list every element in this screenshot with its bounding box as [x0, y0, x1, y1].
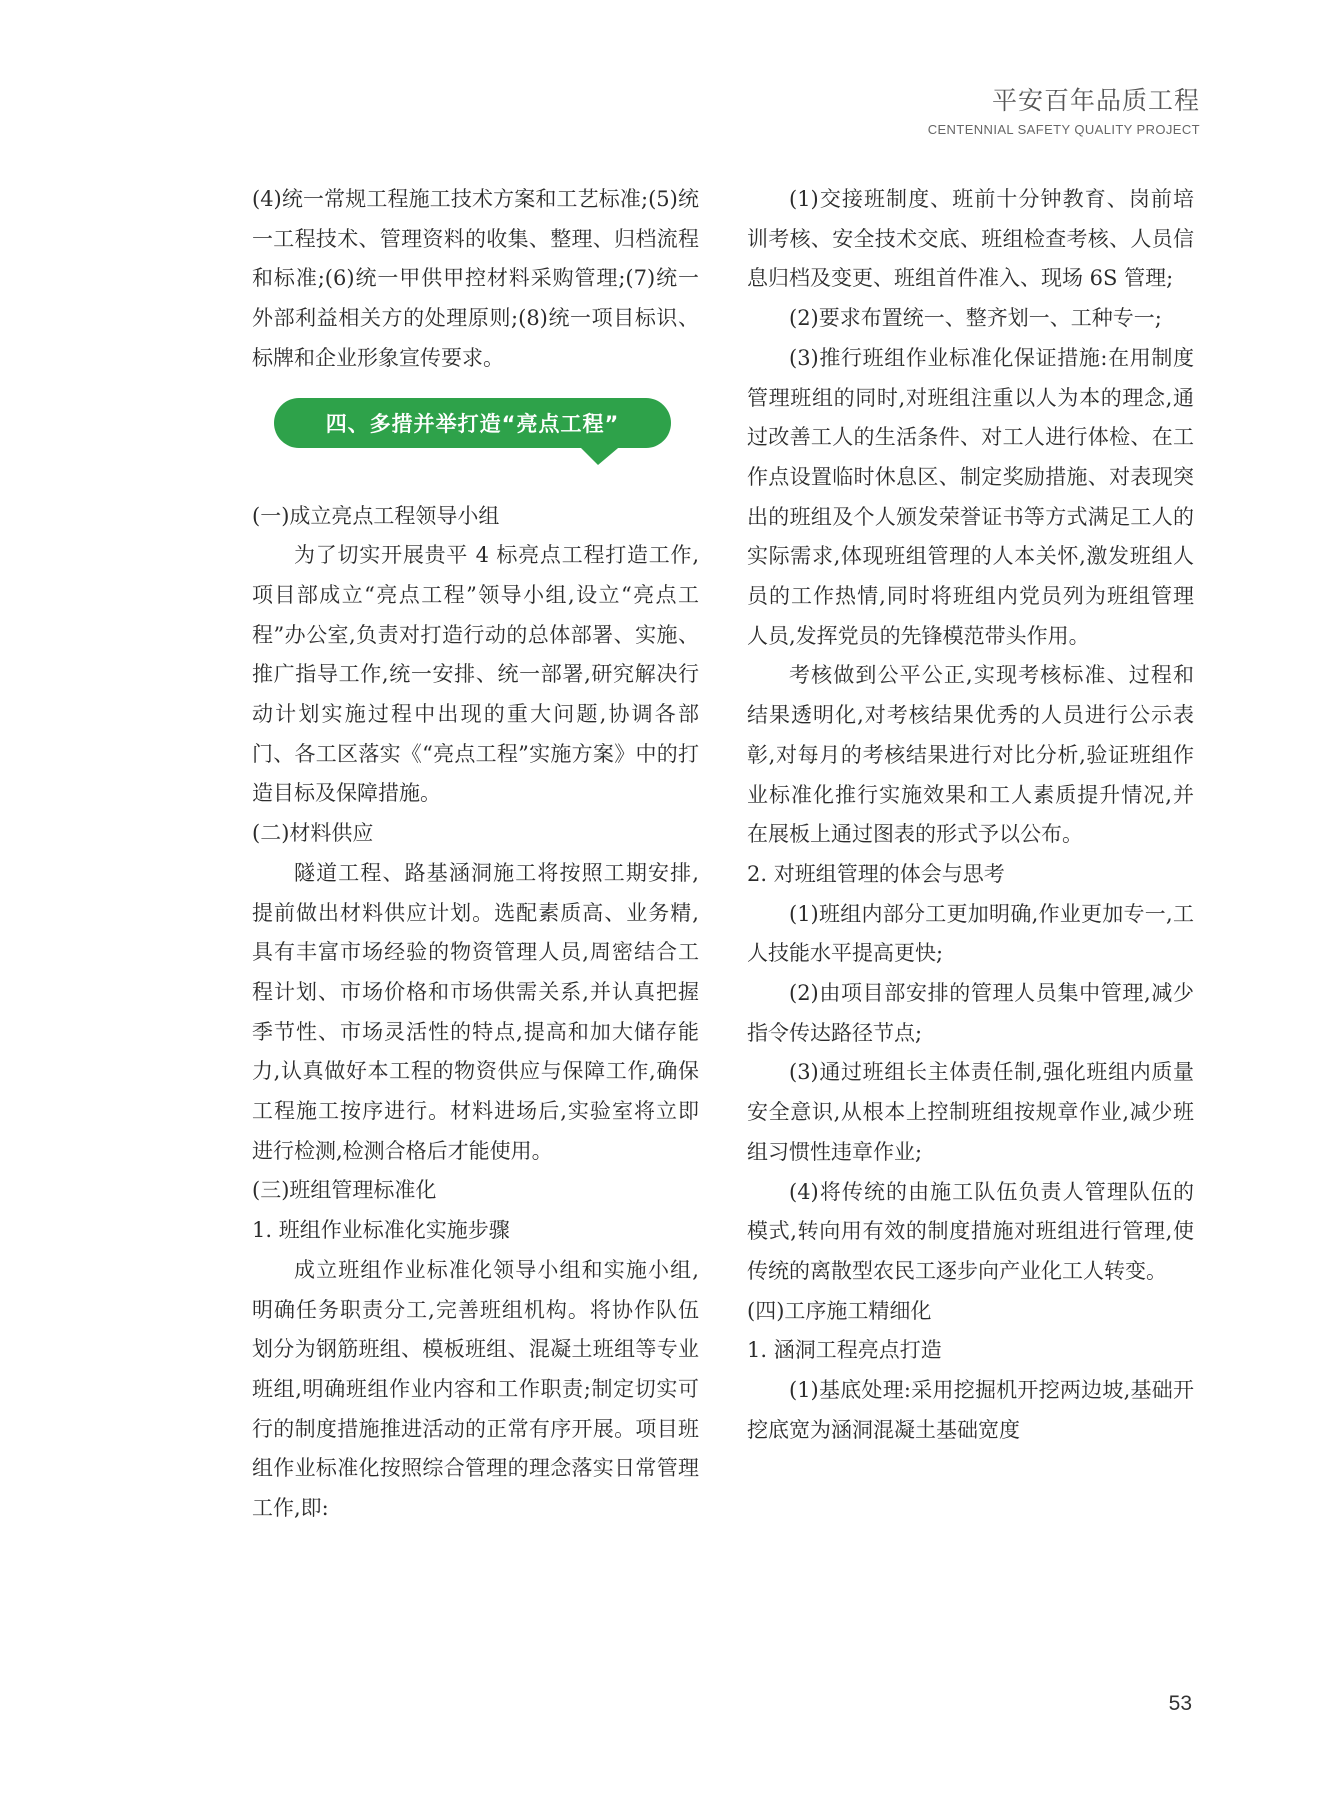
speech-tail-shape — [576, 443, 624, 465]
paragraph: (4)将传统的由施工队伍负责人管理队伍的模式,转向用有效的制度措施对班组进行管理,使传统的离散型农民工逐步向产业化工人转变。 — [747, 1179, 1194, 1283]
subheading: (一)成立亮点工程领导小组 — [252, 503, 500, 528]
paragraph: (4)统一常规工程施工技术方案和工艺标准;(5)统一工程技术、管理资料的收集、整理、归档流程和标准;(6)统一甲供甲控材料采购管理;(7)统一外部利益相关方的处理原则;(8)统一项目标识、标牌和企业形象宣传要求。 — [252, 187, 699, 370]
paragraph: 隧道工程、路基涵洞施工将按照工期安排,提前做出材料供应计划。选配素质高、业务精,具有丰富市场经验的物资管理人员,周密结合工程计划、市场价格和市场供需关系,并认真把握季节性、市场灵活性的特点,提高和加大储存能力,认真做好本工程的物资供应与保障工作,确保工程施工按序进行。材料进场后,实验室将立即进行检测,检测合格后才能使用。 — [252, 860, 699, 1163]
subheading: 1. 涵洞工程亮点打造 — [747, 1338, 942, 1363]
header-subtitle: CENTENNIAL SAFETY QUALITY PROJECT — [927, 122, 1200, 137]
subheading: 1. 班组作业标准化实施步骤 — [252, 1218, 510, 1243]
paragraph: 为了切实开展贵平 4 标亮点工程打造工作,项目部成立“亮点工程”领导小组,设立“亮点工程”办公室,负责对打造行动的总体部署、实施、推广指导工作,统一安排、统一部署,研究解决行动计划实施过程中出现的重大问题,协调各部门、各工区落实《“亮点工程”实施方案》中的打造目标及保障措施。 — [252, 543, 699, 806]
section-banner — [252, 379, 699, 497]
subheading: (三)班组管理标准化 — [252, 1178, 437, 1203]
paragraph: (2)要求布置统一、整齐划一、工种专一; — [789, 306, 1162, 331]
paragraph: 成立班组作业标准化领导小组和实施小组,明确任务职责分工,完善班组机构。将协作队伍划分为钢筋班组、模板班组、混凝土班组等专业班组,明确班组作业内容和工作职责;制定切实可行的制度措施推进活动的正常有序开展。项目班组作业标准化按照综合管理的理念落实日常管理工作,即: — [252, 1257, 699, 1521]
banner-pill — [274, 398, 671, 448]
paragraph: (1)班组内部分工更加明确,作业更加专一,工人技能水平提高更快; — [747, 901, 1194, 966]
paragraph: (3)通过班组长主体责任制,强化班组内质量安全意识,从根本上控制班组按规章作业,减少班组习惯性违章作业; — [747, 1060, 1194, 1164]
page-number: 53 — [1168, 1692, 1192, 1715]
running-header — [928, 86, 1200, 137]
right-column — [747, 180, 1194, 1451]
paragraph: (2)由项目部安排的管理人员集中管理,减少指令传达路径节点; — [747, 981, 1194, 1045]
subheading: (二)材料供应 — [252, 821, 374, 846]
subheading: (四)工序施工精细化 — [747, 1298, 932, 1323]
header-title: 平安百年品质工程 — [991, 86, 1200, 115]
paragraph: (1)交接班制度、班前十分钟教育、岗前培训考核、安全技术交底、班组检查考核、人员信息归档及变更、班组首件准入、现场 6S 管理; — [747, 187, 1194, 291]
subheading: 2. 对班组管理的体会与思考 — [747, 861, 1005, 886]
paragraph: (3)推行班组作业标准化保证措施:在用制度管理班组的同时,对班组注重以人为本的理念,通过改善工人的生活条件、对工人进行体检、在工作点设置临时休息区、制定奖励措施、对表现突出的班组及个人颁发荣誉证书等方式满足工人的实际需求,体现班组管理的人本关怀,激发班组人员的工作热情,同时将班组内党员列为班组管理人员,发挥党员的先锋模范带头作用。 — [747, 345, 1194, 648]
paragraph: (1)基底处理:采用挖掘机开挖两边坡,基础开挖底宽为涵洞混凝土基础宽度 — [747, 1378, 1194, 1442]
paragraph: 考核做到公平公正,实现考核标准、过程和结果透明化,对考核结果优秀的人员进行公示表彰,对每月的考核结果进行对比分析,验证班组作业标准化推行实施效果和工人素质提升情况,并在展板上通过图表的形式予以公布。 — [747, 663, 1194, 847]
banner-title: 四、多措并举打造“亮点工程” — [325, 411, 620, 436]
left-column — [252, 180, 699, 1529]
